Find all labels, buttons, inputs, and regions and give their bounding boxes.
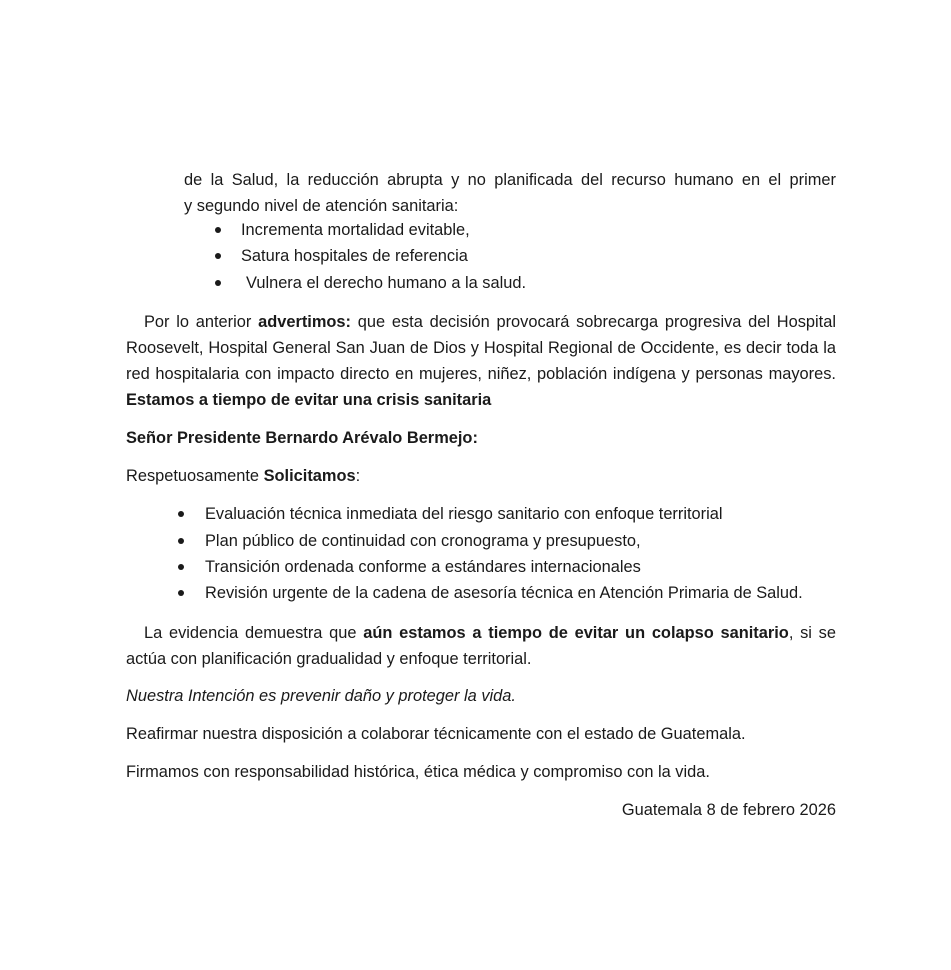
requests-item: Plan público de continuidad con cronograma y presupuesto,	[205, 532, 641, 550]
bullet-icon	[215, 253, 221, 259]
bullet-icon	[178, 564, 184, 570]
bullet-icon	[178, 511, 184, 517]
addressee-text: Señor Presidente Bernardo Arévalo Bermejo:	[126, 429, 478, 447]
intention-statement: Nuestra Intención es prevenir daño y proteger la vida.	[126, 687, 516, 705]
reaffirm-statement: Reafirmar nuestra disposición a colaborar técnicamente con el estado de Guatemala.	[126, 725, 746, 743]
bullet-icon	[215, 280, 221, 286]
evidence-bold: aún estamos a tiempo de evitar un colapso sanitario	[363, 624, 789, 642]
request-lead: Respetuosamente	[126, 467, 260, 485]
request-bold: Solicitamos	[263, 467, 356, 485]
requests-item: Transición ordenada conforme a estándares internacionales	[205, 558, 641, 576]
warning-bold-1: advertimos:	[258, 313, 352, 331]
warning-text: que esta decisión provocará sobrecarga progresiva del Hospital Roosevelt, Hospital General San Juan de Dios y Hospital Regional de Occidente, es decir toda la red hospitalaria con impacto directo en mujeres, niñez, población indígena y personas mayores.	[126, 313, 836, 383]
signing-statement: Firmamos con responsabilidad histórica, ética médica y compromiso con la vida.	[126, 763, 710, 781]
addressee	[126, 425, 836, 451]
bullet-icon	[178, 590, 184, 596]
warning-lead: Por lo anterior	[144, 313, 252, 331]
bullet-icon	[215, 227, 221, 233]
evidence-rest: , si se actúa con planificación gradualidad y enfoque territorial.	[126, 624, 836, 668]
request-intro	[126, 463, 836, 489]
bullet-icon	[178, 538, 184, 544]
effects-item: Incrementa mortalidad evitable,	[241, 221, 470, 239]
requests-item: Revisión urgente de la cadena de asesoría técnica en Atención Primaria de Salud.	[205, 584, 803, 602]
requests-item: Evaluación técnica inmediata del riesgo sanitario con enfoque territorial	[205, 505, 723, 523]
letter-date: Guatemala 8 de febrero 2026	[621, 801, 836, 819]
intro-line-1: de la Salud, la reducción abrupta y no planificada del recurso humano en el primer	[184, 171, 836, 189]
evidence-paragraph	[126, 620, 836, 672]
intro-line-2: y segundo nivel de atención sanitaria:	[184, 197, 459, 215]
effects-item: Satura hospitales de referencia	[241, 247, 468, 265]
effects-item: Vulnera el derecho humano a la salud.	[246, 274, 527, 292]
request-colon: :	[355, 467, 361, 485]
evidence-lead: La evidencia demuestra que	[144, 624, 357, 642]
warning-bold-2: Estamos a tiempo de evitar una crisis sanitaria	[126, 391, 492, 409]
warning-paragraph	[126, 309, 836, 413]
